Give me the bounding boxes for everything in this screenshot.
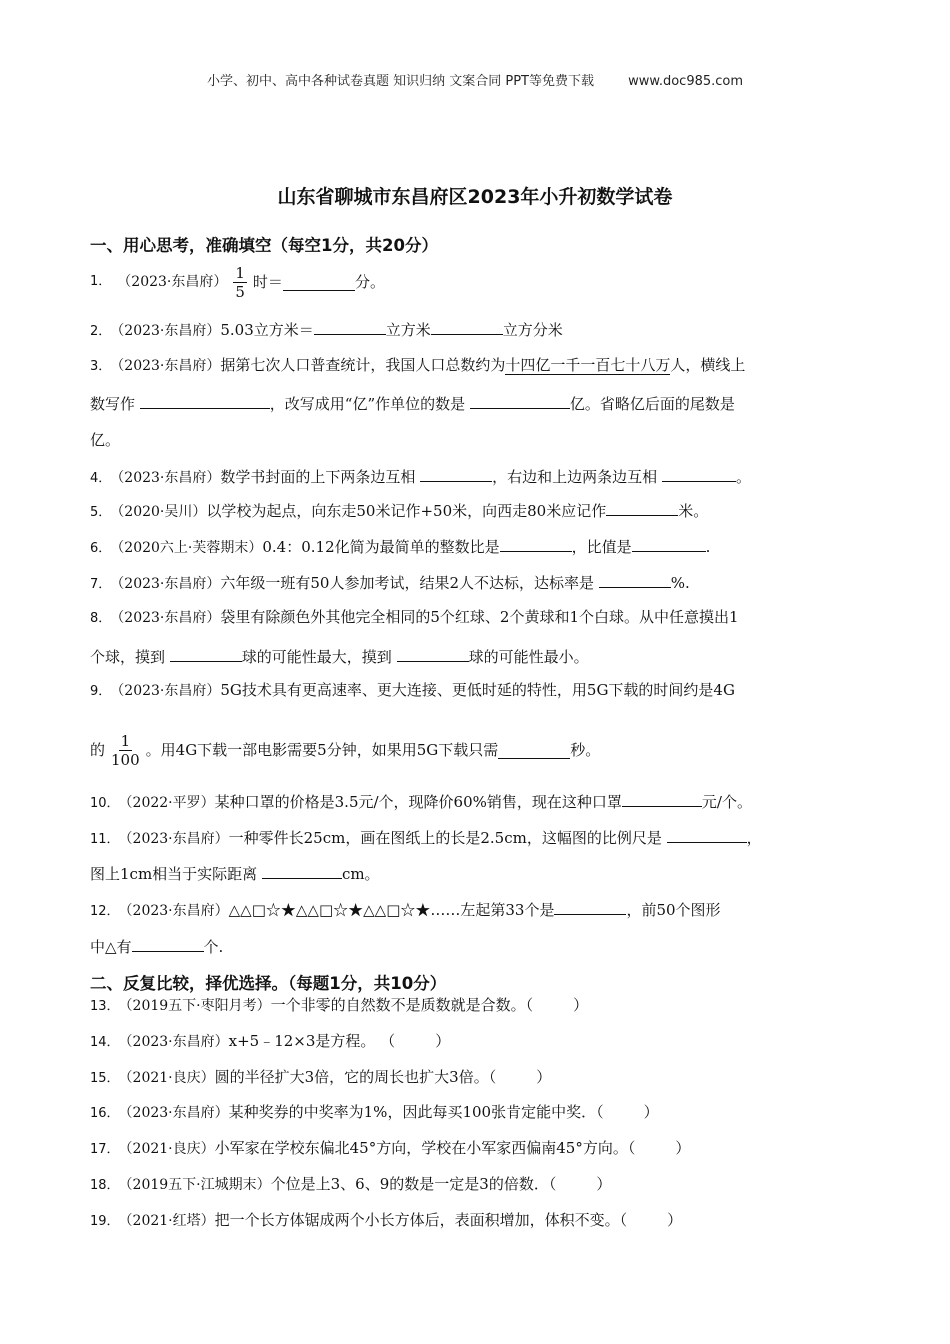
question-source: （2023·东昌府） xyxy=(125,1105,229,1121)
answer-blank[interactable] xyxy=(500,535,572,552)
exam-title: 山东省聊城市东昌府区2023年小升初数学试卷 xyxy=(277,186,673,208)
question-text: 球的可能性最小。 xyxy=(468,648,589,666)
answer-blank[interactable] xyxy=(662,465,736,482)
question-text: 的 xyxy=(90,741,106,759)
question-number: 19． xyxy=(90,1214,120,1229)
question-13 xyxy=(90,995,860,1017)
answer-blank[interactable] xyxy=(140,392,270,409)
question-11 xyxy=(90,826,860,850)
question-text: 米。 xyxy=(678,502,709,520)
question-text: . xyxy=(705,538,711,556)
question-9-line-2 xyxy=(90,728,860,772)
question-text: 立方米 xyxy=(385,321,431,339)
question-text: ，改写成用“亿”作单位的数是 xyxy=(269,395,470,413)
question-source: （2021·良庆） xyxy=(125,1141,215,1157)
question-text: 。 xyxy=(735,468,751,486)
question-text: 。用4G下载一部电影需要5分钟，如果用5G下载只需 xyxy=(145,741,499,759)
question-source: （2023·东昌府） xyxy=(117,683,221,699)
question-text: 某种奖券的中奖率为1%，因此每买100张肯定能中奖．（ xyxy=(228,1103,604,1121)
question-1 xyxy=(90,262,860,302)
fraction xyxy=(233,264,247,301)
question-19 xyxy=(90,1210,860,1232)
header-slogan: 小学、初中、高中各种试卷真题 知识归纳 文案合同 PPT等免费下载 xyxy=(206,74,594,89)
question-15 xyxy=(90,1067,860,1089)
question-4 xyxy=(90,465,860,489)
question-number: 7． xyxy=(90,577,112,592)
question-10 xyxy=(90,790,860,814)
question-text: ， xyxy=(746,829,762,847)
question-number: 9． xyxy=(90,684,112,699)
question-text: 某种口罩的价格是3.5元/个，现降价60%销售，现在这种口罩 xyxy=(214,793,622,811)
question-9 xyxy=(90,680,860,702)
question-text: 人，横线上 xyxy=(670,356,746,374)
answer-blank[interactable] xyxy=(470,392,570,409)
question-text: 时＝ xyxy=(252,273,283,291)
fraction-numerator: 1 xyxy=(235,263,245,282)
question-8 xyxy=(90,607,860,629)
question-text: ） xyxy=(596,1175,612,1193)
question-text: 据第七次人口普查统计，我国人口总数约为 xyxy=(220,356,506,374)
question-source: （2019五下·江城期末） xyxy=(125,1177,271,1193)
question-text: ） xyxy=(573,996,589,1014)
question-source: （2023·东昌府） xyxy=(117,358,221,374)
question-number: 6． xyxy=(90,541,112,556)
question-2 xyxy=(90,318,860,342)
question-source: （2022·平罗） xyxy=(125,795,215,811)
question-text: 亿。 xyxy=(90,431,121,449)
question-3-line-2 xyxy=(90,392,860,414)
question-number: 15． xyxy=(90,1071,120,1086)
answer-blank[interactable] xyxy=(397,645,469,662)
fraction-denominator: 5 xyxy=(235,282,245,301)
answer-blank[interactable] xyxy=(420,465,492,482)
question-text: 球的可能性最大，摸到 xyxy=(241,648,397,666)
question-source: （2023·东昌府） xyxy=(117,323,221,339)
question-text: 中△有 xyxy=(90,938,132,956)
question-number: 3． xyxy=(90,359,112,374)
question-3 xyxy=(90,355,860,377)
question-source: （2023·东昌府） xyxy=(117,274,228,290)
question-text: %. xyxy=(670,574,690,592)
fraction xyxy=(111,732,140,769)
question-11-line-2 xyxy=(90,862,860,884)
answer-blank[interactable] xyxy=(632,535,706,552)
question-text: 一个非零的自然数不是质数就是合数。（ xyxy=(270,996,534,1014)
answer-blank[interactable] xyxy=(283,274,355,291)
question-source: （2020·吴川） xyxy=(117,504,207,520)
question-text: ，比值是 xyxy=(571,538,632,556)
question-text: ） xyxy=(667,1211,683,1229)
answer-blank[interactable] xyxy=(554,898,626,915)
question-text: ） xyxy=(435,1032,451,1050)
question-number: 5． xyxy=(90,505,112,520)
question-text: 以学校为起点，向东走50米记作+50米，向西走80米应记作 xyxy=(206,502,607,520)
question-text: ，前50个图形 xyxy=(626,901,721,919)
header-site-link[interactable]: www.doc985.com xyxy=(628,74,744,89)
question-text: 秒。 xyxy=(570,741,601,759)
section-1-heading: 一、用心思考，准确填空（每空1分，共20分） xyxy=(90,236,438,255)
fraction-denominator: 100 xyxy=(111,750,140,769)
answer-blank[interactable] xyxy=(170,645,242,662)
question-source: （2023·东昌府） xyxy=(117,470,221,486)
question-text: 把一个长方体锯成两个小长方体后，表面积增加，体积不变。（ xyxy=(214,1211,628,1229)
question-number: 11． xyxy=(90,832,120,847)
answer-blank[interactable] xyxy=(599,571,671,588)
question-text: 立方分米 xyxy=(502,321,563,339)
question-source: （2023·东昌府） xyxy=(125,903,229,919)
question-source: （2023·东昌府） xyxy=(125,831,229,847)
question-number: 1． xyxy=(90,274,112,289)
question-number: 10． xyxy=(90,796,120,811)
question-text: 六年级一班有50人参加考试，结果2人不达标，达标率是 xyxy=(220,574,599,592)
question-number: 2． xyxy=(90,324,112,339)
question-number: 18． xyxy=(90,1178,120,1193)
question-source: （2020六上·芙蓉期末） xyxy=(117,540,263,556)
question-16 xyxy=(90,1102,860,1124)
answer-blank[interactable] xyxy=(431,318,503,335)
question-source: （2023·东昌府） xyxy=(117,576,221,592)
question-12 xyxy=(90,898,860,922)
question-text: 数学书封面的上下两条边互相 xyxy=(220,468,421,486)
question-text: 小军家在学校东偏北45°方向，学校在小军家西偏南45°方向。（ xyxy=(214,1139,636,1157)
question-text: 圆的半径扩大3倍，它的周长也扩大3倍。（ xyxy=(214,1068,497,1086)
question-text: 亿。省略亿后面的尾数是 xyxy=(569,395,735,413)
question-source: （2023·东昌府） xyxy=(117,610,221,626)
question-18 xyxy=(90,1174,860,1196)
answer-blank[interactable] xyxy=(606,499,678,516)
question-text: △△□☆★△△□☆★△△□☆★……左起第33个是 xyxy=(228,901,555,919)
question-text: ，右边和上边两条边互相 xyxy=(492,468,662,486)
question-text: 0.4：0.12化简为最简单的整数比是 xyxy=(262,538,500,556)
question-text: 个球，摸到 xyxy=(90,648,170,666)
question-7 xyxy=(90,571,860,595)
question-number: 17． xyxy=(90,1142,120,1157)
question-text: ） xyxy=(675,1139,691,1157)
question-text: 个位是上3、6、9的数是一定是3的倍数．（ xyxy=(270,1175,557,1193)
underlined-text: 十四亿一千一百七十八万 xyxy=(505,356,671,374)
question-number: 14． xyxy=(90,1035,120,1050)
question-text: ） xyxy=(536,1068,552,1086)
answer-blank[interactable] xyxy=(132,935,204,952)
question-text: 一种零件长25cm，画在图纸上的长是2.5cm，这幅图的比例尺是 xyxy=(228,829,667,847)
question-number: 16． xyxy=(90,1106,120,1121)
question-17 xyxy=(90,1138,860,1160)
question-text: ） xyxy=(643,1103,659,1121)
question-text: 5G技术具有更高速率、更大连接、更低时延的特性，用5G下载的时间约是4G xyxy=(220,681,735,699)
question-source: （2021·红塔） xyxy=(125,1213,215,1229)
question-number: 4． xyxy=(90,471,112,486)
question-text: 5.03立方米＝ xyxy=(220,321,314,339)
question-text: x+5﹣12×3是方程。 （ xyxy=(228,1032,396,1050)
question-14 xyxy=(90,1031,860,1053)
question-text: 图上1cm相当于实际距离 xyxy=(90,865,262,883)
answer-blank[interactable] xyxy=(622,790,702,807)
question-number: 12． xyxy=(90,904,120,919)
question-3-line-3 xyxy=(90,430,860,450)
question-number: 8． xyxy=(90,611,112,626)
question-5 xyxy=(90,499,860,523)
question-source: （2021·良庆） xyxy=(125,1070,215,1086)
page-header xyxy=(0,70,950,89)
question-text: 数写作 xyxy=(90,395,140,413)
question-text: 分。 xyxy=(354,273,385,291)
question-number: 13． xyxy=(90,999,120,1014)
answer-blank[interactable] xyxy=(498,742,570,759)
question-text: cm。 xyxy=(341,865,380,883)
question-source: （2019五下·枣阳月考） xyxy=(125,998,271,1014)
question-text: 元/个。 xyxy=(701,793,752,811)
question-source: （2023·东昌府） xyxy=(125,1034,229,1050)
question-8-line-2 xyxy=(90,645,860,667)
question-6 xyxy=(90,535,860,559)
answer-blank[interactable] xyxy=(262,862,342,879)
section-2-heading: 二、反复比较，择优选择。（每题1分，共10分） xyxy=(90,974,447,993)
question-12-line-2 xyxy=(90,935,860,957)
question-text: 个. xyxy=(203,938,224,956)
fraction-numerator: 1 xyxy=(120,731,131,750)
answer-blank[interactable] xyxy=(314,318,386,335)
question-text: 袋里有除颜色外其他完全相同的5个红球、2个黄球和1个白球。从中任意摸出1 xyxy=(220,608,739,626)
answer-blank[interactable] xyxy=(667,826,747,843)
